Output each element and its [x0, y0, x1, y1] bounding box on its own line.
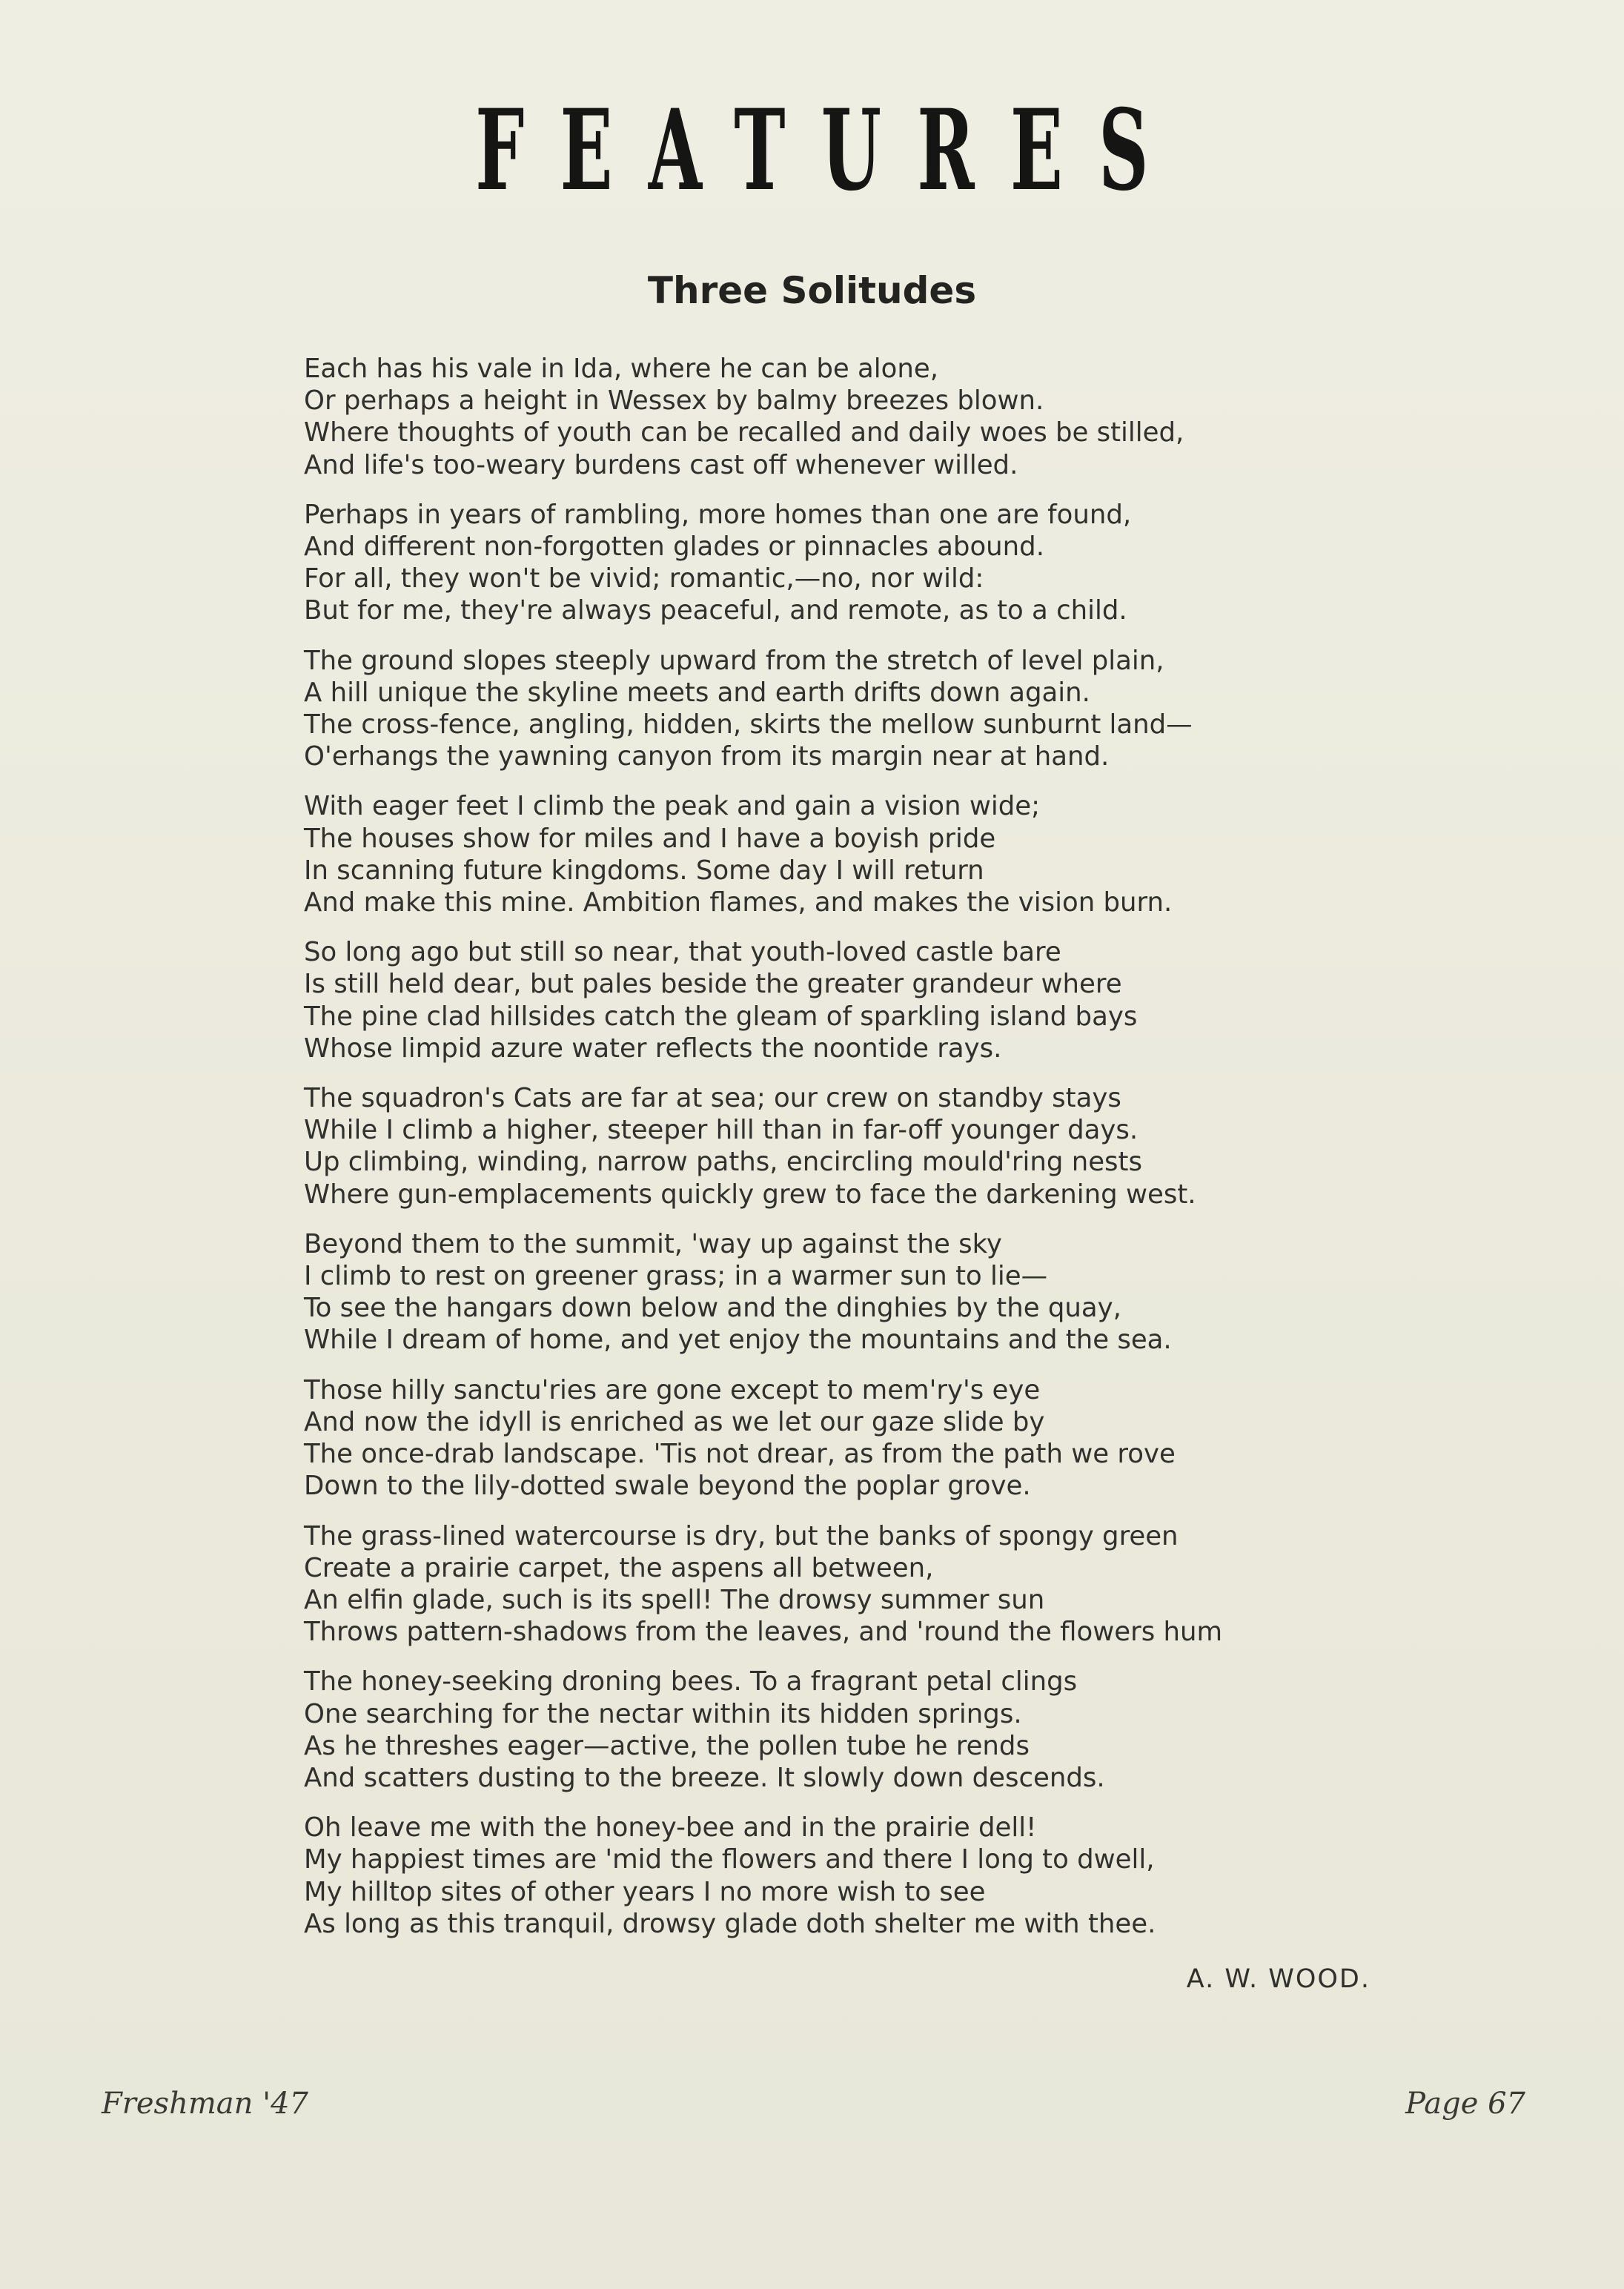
poem-line: O'erhangs the yawning canyon from its margin near at hand.	[304, 741, 1110, 772]
poem-line: Or perhaps a height in Wessex by balmy breezes blown.	[304, 385, 1044, 417]
poem-stanza	[304, 790, 1342, 918]
poem-line: The squadron's Cats are far at sea; our crew on standby stays	[304, 1083, 1121, 1114]
section-title: FEATURES	[475, 85, 1184, 216]
poem-stanza	[304, 936, 1342, 1064]
poem-line: Create a prairie carpet, the aspens all between,	[304, 1552, 934, 1583]
poem-stanza	[304, 1374, 1342, 1503]
poem-line: Whose limpid azure water reflects the noontide rays.	[304, 1033, 1002, 1064]
poem-line: Down to the lily-dotted swale beyond the poplar grove.	[304, 1471, 1031, 1502]
poem-line: As he threshes eager—active, the pollen tube he rends	[304, 1730, 1030, 1761]
poem-line: The houses show for miles and I have a boyish pride	[304, 823, 996, 854]
poem-line: While I dream of home, and yet enjoy the mountains and the sea.	[304, 1325, 1172, 1356]
poem-line: And make this mine. Ambition flames, and makes the vision burn.	[304, 887, 1173, 918]
poem-line: The honey-seeking droning bees. To a fragrant petal clings	[304, 1666, 1078, 1697]
poem-stanza	[304, 1666, 1342, 1794]
poem-line: As long as this tranquil, drowsy glade doth shelter me with thee.	[304, 1908, 1156, 1939]
poem-line: Beyond them to the summit, 'way up against the sky	[304, 1228, 1002, 1259]
poem-line: The grass-lined watercourse is dry, but the banks of spongy green	[304, 1520, 1179, 1551]
poem-line: The pine clad hillsides catch the gleam of sparkling island bays	[304, 1001, 1138, 1032]
poem-line: The cross-fence, angling, hidden, skirts the mellow sunburnt land—	[304, 709, 1193, 741]
poem-stanza	[304, 1228, 1342, 1356]
poem-line: Where thoughts of youth can be recalled and daily woes be stilled,	[304, 417, 1184, 448]
footer-page-number: Page 67	[1405, 2087, 1525, 2121]
poem-stanza	[304, 1520, 1342, 1649]
poem-line: And now the idyll is enriched as we let our gaze slide by	[304, 1406, 1045, 1437]
poem-stanza	[304, 353, 1342, 481]
poem-line: In scanning future kingdoms. Some day I will return	[304, 855, 984, 886]
poem-line: Up climbing, winding, narrow paths, encircling mould'ring nests	[304, 1147, 1142, 1178]
poem-line: To see the hangars down below and the dinghies by the quay,	[304, 1293, 1121, 1324]
poem-line: And life's too-weary burdens cast off whenever willed.	[304, 449, 1018, 480]
poem-body	[304, 353, 1342, 1958]
poem-line: While I climb a higher, steeper hill than in far-off younger days.	[304, 1115, 1139, 1146]
poem-stanza	[304, 645, 1342, 773]
poem-line: An elfin glade, such is its spell! The drowsy summer sun	[304, 1584, 1045, 1615]
poem-line: Is still held dear, but pales beside the greater grandeur where	[304, 969, 1122, 1000]
poem-line: The ground slopes steeply upward from the stretch of level plain,	[304, 645, 1164, 676]
poem-line: With eager feet I climb the peak and gain a vision wide;	[304, 791, 1041, 822]
poem-stanza	[304, 1812, 1342, 1940]
poem-line: Where gun-emplacements quickly grew to face the darkening west.	[304, 1179, 1196, 1210]
poem-line: Those hilly sanctu'ries are gone except to mem'ry's eye	[304, 1374, 1041, 1405]
poem-line: The once-drab landscape. 'Tis not drear, as from the path we rove	[304, 1439, 1176, 1470]
poem-stanza	[304, 1082, 1342, 1210]
poem-line: Throws pattern-shadows from the leaves, and 'round the flowers hum	[304, 1617, 1223, 1648]
poem-author: A. W. WOOD.	[1186, 1964, 1371, 1994]
poem-line: For all, they won't be vivid; romantic,—no, nor wild:	[304, 563, 984, 594]
poem-line: And different non-forgotten glades or pinnacles abound.	[304, 531, 1044, 563]
poem-line: Each has his vale in Ida, where he can be alone,	[304, 354, 939, 384]
poem-line: But for me, they're always peaceful, and remote, as to a child.	[304, 595, 1127, 626]
poem-line: So long ago but still so near, that youth-loved castle bare	[304, 937, 1061, 968]
poem-line: And scatters dusting to the breeze. It slowly down descends.	[304, 1762, 1105, 1793]
poem-line: One searching for the nectar within its hidden springs.	[304, 1698, 1022, 1729]
poem-stanza	[304, 499, 1342, 627]
poem-line: A hill unique the skyline meets and earth drifts down again.	[304, 677, 1090, 708]
poem-line: I climb to rest on greener grass; in a warmer sun to lie—	[304, 1261, 1048, 1292]
poem-line: Perhaps in years of rambling, more homes than one are found,	[304, 499, 1132, 530]
poem-line: My happiest times are 'mid the flowers and there I long to dwell,	[304, 1844, 1155, 1875]
poem-title: Three Solitudes	[647, 269, 977, 312]
poem-line: My hilltop sites of other years I no more wish to see	[304, 1876, 986, 1907]
poem-line: Oh leave me with the honey-bee and in the prairie dell!	[304, 1812, 1037, 1844]
footer-publication: Freshman '47	[102, 2087, 308, 2121]
